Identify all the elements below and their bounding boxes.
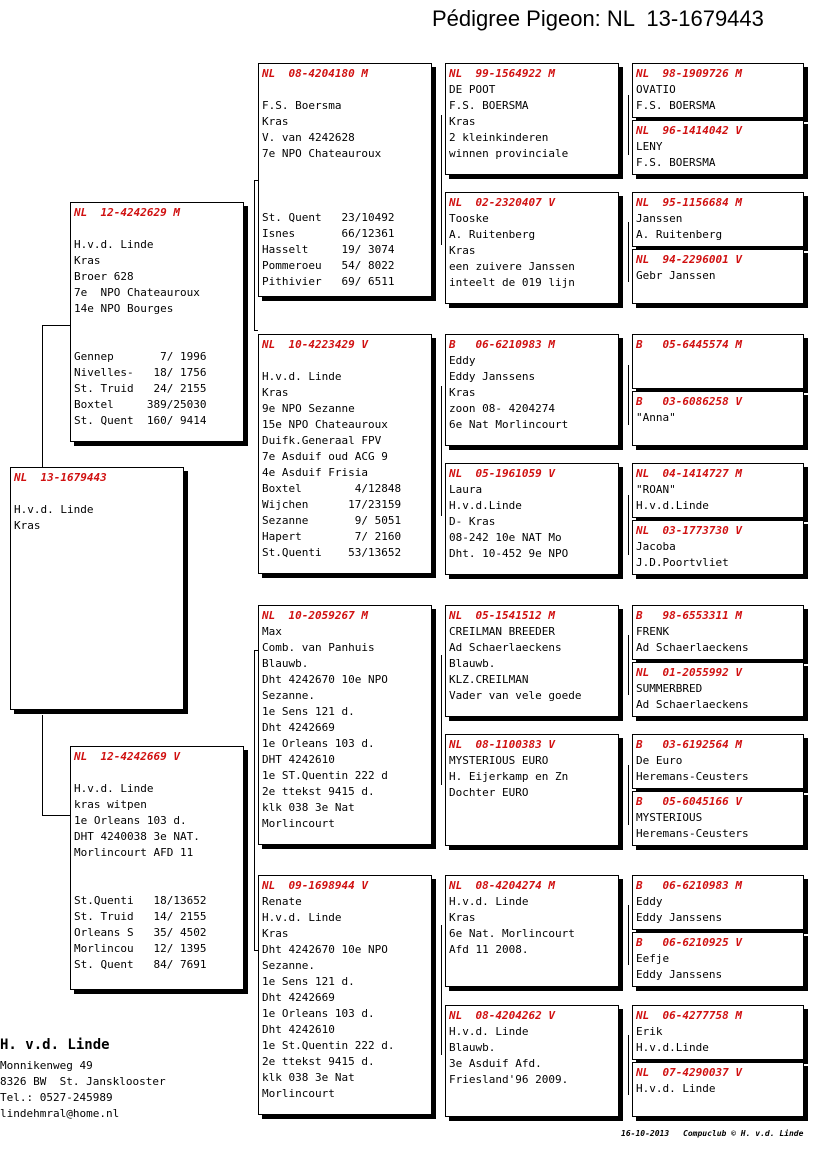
pigeon-info: F.S. BOERSMA [449,99,529,112]
pigeon-info: Comb. van Panhuis [262,641,375,654]
pigeon-info: 2e ttekst 9415 d. [262,1055,375,1068]
pigeon-info: Blauwb. [449,657,496,670]
race-result: Pithivier 69/ 6511 [262,275,395,288]
pigeon-info: H.v.d. Linde [262,911,342,924]
race-result: Pommeroeu 54/ 8022 [262,259,395,272]
pigeon-info: Morlincourt AFD 11 [74,846,194,859]
pigeon-info: 2 kleinkinderen [449,131,549,144]
connector-line [42,715,43,815]
ancestor-card [632,391,804,446]
race-result: Isnes 66/12361 [262,227,395,240]
pigeon-info: MYSTERIOUS EURO [449,754,549,767]
race-result: Orleans S 35/ 4502 [74,926,207,939]
ring-number: NL 01-2055992 V [636,666,742,679]
ring-number: NL 12-4242629 M [74,206,180,219]
pigeon-info: D- Kras [449,515,496,528]
ancestor-card [632,463,804,518]
pigeon-info: Eddy Janssens [449,370,536,383]
pigeon-info: Duifk.Generaal FPV [262,434,382,447]
pigeon-info: Dht 4242670 10e NPO [262,673,388,686]
connector-line [42,815,70,816]
pigeon-info: Kras [262,386,289,399]
ring-number: NL 94-2296001 V [636,253,742,266]
pigeon-info: een zuivere Janssen [449,260,575,273]
pigeon-info: 08-242 10e NAT Mo [449,531,562,544]
pigeon-info: H.v.d. Linde [449,1025,529,1038]
ring-number: NL 95-1156684 M [636,196,742,209]
great-grandparent-card [445,1005,619,1117]
pigeon-info: 1e Orleans 103 d. [262,1007,375,1020]
pigeon-info: H.v.d.Linde [636,1041,709,1054]
pigeon-info: 1e Sens 121 d. [262,975,355,988]
dam-card [70,746,244,990]
connector-line [441,655,442,785]
pigeon-info: 7e NPO Chateauroux [262,147,382,160]
pigeon-info: Kras [262,115,289,128]
connector-line [441,115,442,245]
pigeon-info: Sezanne. [262,689,315,702]
breeder-city: 8326 BW St. Jansklooster [0,1075,166,1088]
pigeon-info: Dht 4242669 [262,721,335,734]
pigeon-info: H.v.d. Linde [449,895,529,908]
race-result: St. Quent 160/ 9414 [74,414,207,427]
connector-line [628,95,629,155]
pigeon-info: Kras [449,244,476,257]
pigeon-info: H.v.d. Linde [636,1082,716,1095]
great-grandparent-card [445,734,619,846]
connector-line [628,635,629,695]
great-grandparent-card [445,192,619,304]
ring-number: NL 04-1414727 M [636,467,742,480]
pigeon-info: 15e NPO Chateauroux [262,418,388,431]
pigeon-info: A. Ruitenberg [636,228,723,241]
ring-number: B 06-6210983 M [636,879,742,892]
pigeon-info: 4e Asduif Frisia [262,466,368,479]
pigeon-info: H.v.d.Linde [449,499,522,512]
ring-number: B 05-6445574 M [636,338,742,351]
pigeon-info: H.v.d.Linde [636,499,709,512]
connector-line [628,495,629,555]
pigeon-info: Eddy Janssens [636,911,723,924]
pigeon-info: H.v.d. Linde [262,370,342,383]
connector-line [254,650,255,950]
pigeon-info: Heremans-Ceusters [636,827,749,840]
pigeon-info: 1e Orleans 103 d. [262,737,375,750]
pigeon-info: Ad Schaerlaeckens [449,641,562,654]
ring-number: NL 98-1909726 M [636,67,742,80]
connector-line [628,765,629,825]
race-result: Gennep 7/ 1996 [74,350,207,363]
grandparent-card-dd [258,875,432,1115]
pigeon-info: J.D.Poortvliet [636,556,729,569]
connector-line [441,386,442,516]
ancestor-card [632,192,804,247]
race-result: St. Quent 23/10492 [262,211,395,224]
ring-number: NL 08-1100383 V [449,738,555,751]
pigeon-info: DHT 4242610 [262,753,335,766]
pigeon-info: 1e Orleans 103 d. [74,814,187,827]
ring-number: B 06-6210983 M [449,338,555,351]
ancestor-card [632,334,804,389]
pigeon-info: Blauwb. [262,657,309,670]
pigeon-info: Janssen [636,212,683,225]
pigeon-info: 7e NPO Chateauroux [74,286,200,299]
connector-line [441,925,442,1055]
pigeon-info: DE POOT [449,83,496,96]
pigeon-info: FRENK [636,625,670,638]
pigeon-info: Kras [449,115,476,128]
ring-number: NL 02-2320407 V [449,196,555,209]
pigeon-info: Dht 4242669 [262,991,335,1004]
pigeon-info: Jacoba [636,540,676,553]
pigeon-info: winnen provinciale [449,147,569,160]
pigeon-info: Eddy Janssens [636,968,723,981]
pigeon-info: Friesland'96 2009. [449,1073,569,1086]
pigeon-info: Max [262,625,282,638]
pigeon-info: Ad Schaerlaeckens [636,698,749,711]
ancestor-card [632,791,804,846]
pigeon-info: Kras [449,386,476,399]
ring-number: B 03-6192564 M [636,738,742,751]
pigeon-info: Blauwb. [449,1041,496,1054]
connector-line [628,905,629,965]
pigeon-info: Heremans-Ceusters [636,770,749,783]
great-grandparent-card [445,463,619,575]
ring-number: NL 05-1541512 M [449,609,555,622]
grandparent-card-ss [258,63,432,297]
breeder-name: H. v.d. Linde [0,1037,110,1053]
pigeon-info: Tooske [449,212,489,225]
pigeon-info: MYSTERIOUS [636,811,703,824]
breeder-phone: Tel.: 0527-245989 [0,1091,113,1104]
pigeon-info: 2e ttekst 9415 d. [262,785,375,798]
pigeon-info: 1e Sens 121 d. [262,705,355,718]
pigeon-info: Renate [262,895,302,908]
pigeon-info: Erik [636,1025,663,1038]
pigeon-info: Vader van vele goede [449,689,582,702]
great-grandparent-card [445,63,619,175]
ring-number: B 05-6045166 V [636,795,742,808]
ring-number: NL 96-1414042 V [636,124,742,137]
ring-number: NL 08-4204180 M [262,67,368,80]
race-result: St. Truid 24/ 2155 [74,382,207,395]
pigeon-info: LENY [636,140,663,153]
ring-number: NL 10-4223429 V [262,338,368,351]
ring-number: NL 99-1564922 M [449,67,555,80]
ancestor-card [632,662,804,717]
pigeon-info: Kras [449,911,476,924]
ancestor-card [632,734,804,789]
pigeon-info: zoon 08- 4204274 [449,402,555,415]
ring-number: NL 07-4290037 V [636,1066,742,1079]
pigeon-info: H. Eijerkamp en Zn [449,770,569,783]
grandparent-card-sd [258,334,432,574]
race-result: Hapert 7/ 2160 [262,530,402,543]
pigeon-info: 3e Asduif Afd. [449,1057,542,1070]
pigeon-info: Gebr Janssen [636,269,716,282]
race-result: Wijchen 17/23159 [262,498,402,511]
great-grandparent-card [445,875,619,987]
ring-number: NL 13-1679443 [14,471,107,484]
pigeon-info: Eddy [636,895,663,908]
pigeon-info: KLZ.CREILMAN [449,673,529,686]
pigeon-info: 7e Asduif oud ACG 9 [262,450,388,463]
connector-line [254,330,258,331]
pigeon-info: 14e NPO Bourges [74,302,174,315]
pigeon-info: 1e ST.Quentin 222 d [262,769,388,782]
pigeon-info: Afd 11 2008. [449,943,529,956]
pigeon-info: Broer 628 [74,270,134,283]
race-result: Nivelles- 18/ 1756 [74,366,207,379]
connector-line [254,180,255,330]
ring-number: B 98-6553311 M [636,609,742,622]
ancestor-card [632,520,804,575]
pigeon-info: A. Ruitenberg [449,228,536,241]
pigeon-info: Dochter EURO [449,786,529,799]
pigeon-info: DHT 4240038 3e NAT. [74,830,200,843]
pigeon-info: 1e St.Quentin 222 d. [262,1039,395,1052]
pigeon-info: H.v.d. Linde [74,782,154,795]
breeder-email: lindehmral@home.nl [0,1107,120,1120]
pigeon-info: F.S. Boersma [262,99,342,112]
pigeon-info: Morlincourt [262,1087,335,1100]
ring-number: B 06-6210925 V [636,936,742,949]
race-result: St.Quenti 53/13652 [262,546,402,559]
subject-card [10,467,184,710]
pigeon-info: Sezanne. [262,959,315,972]
pigeon-info: kras witpen [74,798,147,811]
pigeon-info: OVATIO [636,83,676,96]
connector-line [628,1035,629,1095]
ring-number: NL 06-4277758 M [636,1009,742,1022]
ring-number: NL 05-1961059 V [449,467,555,480]
pigeon-info: Eefje [636,952,670,965]
great-grandparent-card [445,605,619,717]
pigeon-info: klk 038 3e Nat [262,1071,355,1084]
software-credit: Compuclub © H. v.d. Linde [683,1129,804,1138]
ancestor-card [632,120,804,175]
ancestor-card [632,1062,804,1117]
race-result: St. Truid 14/ 2155 [74,910,207,923]
pigeon-info: V. van 4242628 [262,131,355,144]
pigeon-info: Kras [14,519,41,532]
ring-number: NL 12-4242669 V [74,750,180,763]
connector-line [628,365,629,425]
pigeon-info: H.v.d. Linde [74,238,154,251]
ring-number: NL 09-1698944 V [262,879,368,892]
pigeon-info: Eddy [449,354,476,367]
pigeon-info: Morlincourt [262,817,335,830]
ring-number: NL 08-4204262 V [449,1009,555,1022]
pigeon-info: Kras [262,927,289,940]
great-grandparent-card [445,334,619,446]
connector-line [628,222,629,282]
page-title: Pédigree Pigeon: NL 13-1679443 [432,6,764,31]
ancestor-card [632,63,804,118]
pigeon-info: "ROAN" [636,483,676,496]
race-result: Boxtel 389/25030 [74,398,207,411]
ancestor-card [632,605,804,660]
pigeon-info: H.v.d. Linde [14,503,94,516]
breeder-address: Monnikenweg 49 [0,1059,93,1072]
ring-number: NL 08-4204274 M [449,879,555,892]
ancestor-card [632,875,804,930]
pigeon-info: Ad Schaerlaeckens [636,641,749,654]
pigeon-info: Laura [449,483,483,496]
ring-number: NL 10-2059267 M [262,609,368,622]
pigeon-info: CREILMAN BREEDER [449,625,555,638]
ring-number: NL 03-1773730 V [636,524,742,537]
ancestor-card [632,1005,804,1060]
pigeon-info: F.S. BOERSMA [636,99,716,112]
pigeon-info: klk 038 3e Nat [262,801,355,814]
pigeon-info: "Anna" [636,411,676,424]
pigeon-info: 6e Nat Morlincourt [449,418,569,431]
ring-number: B 03-6086258 V [636,395,742,408]
connector-line [42,325,70,326]
pigeon-info: Kras [74,254,101,267]
grandparent-card-ds [258,605,432,845]
race-result: Sezanne 9/ 5051 [262,514,402,527]
race-result: St. Quent 84/ 7691 [74,958,207,971]
race-result: Hasselt 19/ 3074 [262,243,395,256]
pigeon-info: Dht 4242670 10e NPO [262,943,388,956]
pigeon-info: F.S. BOERSMA [636,156,716,169]
pigeon-info: Dht 4242610 [262,1023,335,1036]
pigeon-info: 9e NPO Sezanne [262,402,355,415]
print-date: 16-10-2013 [621,1129,670,1138]
ancestor-card [632,249,804,304]
race-result: Morlincou 12/ 1395 [74,942,207,955]
race-result: Boxtel 4/12848 [262,482,402,495]
ancestor-card [632,932,804,987]
connector-line [42,325,43,470]
pigeon-info: SUMMERBRED [636,682,703,695]
sire-card [70,202,244,442]
pigeon-info: inteelt de 019 lijn [449,276,575,289]
pigeon-info: De Euro [636,754,683,767]
pigeon-info: 6e Nat. Morlincourt [449,927,575,940]
race-result: St.Quenti 18/13652 [74,894,207,907]
pigeon-info: Dht. 10-452 9e NPO [449,547,569,560]
